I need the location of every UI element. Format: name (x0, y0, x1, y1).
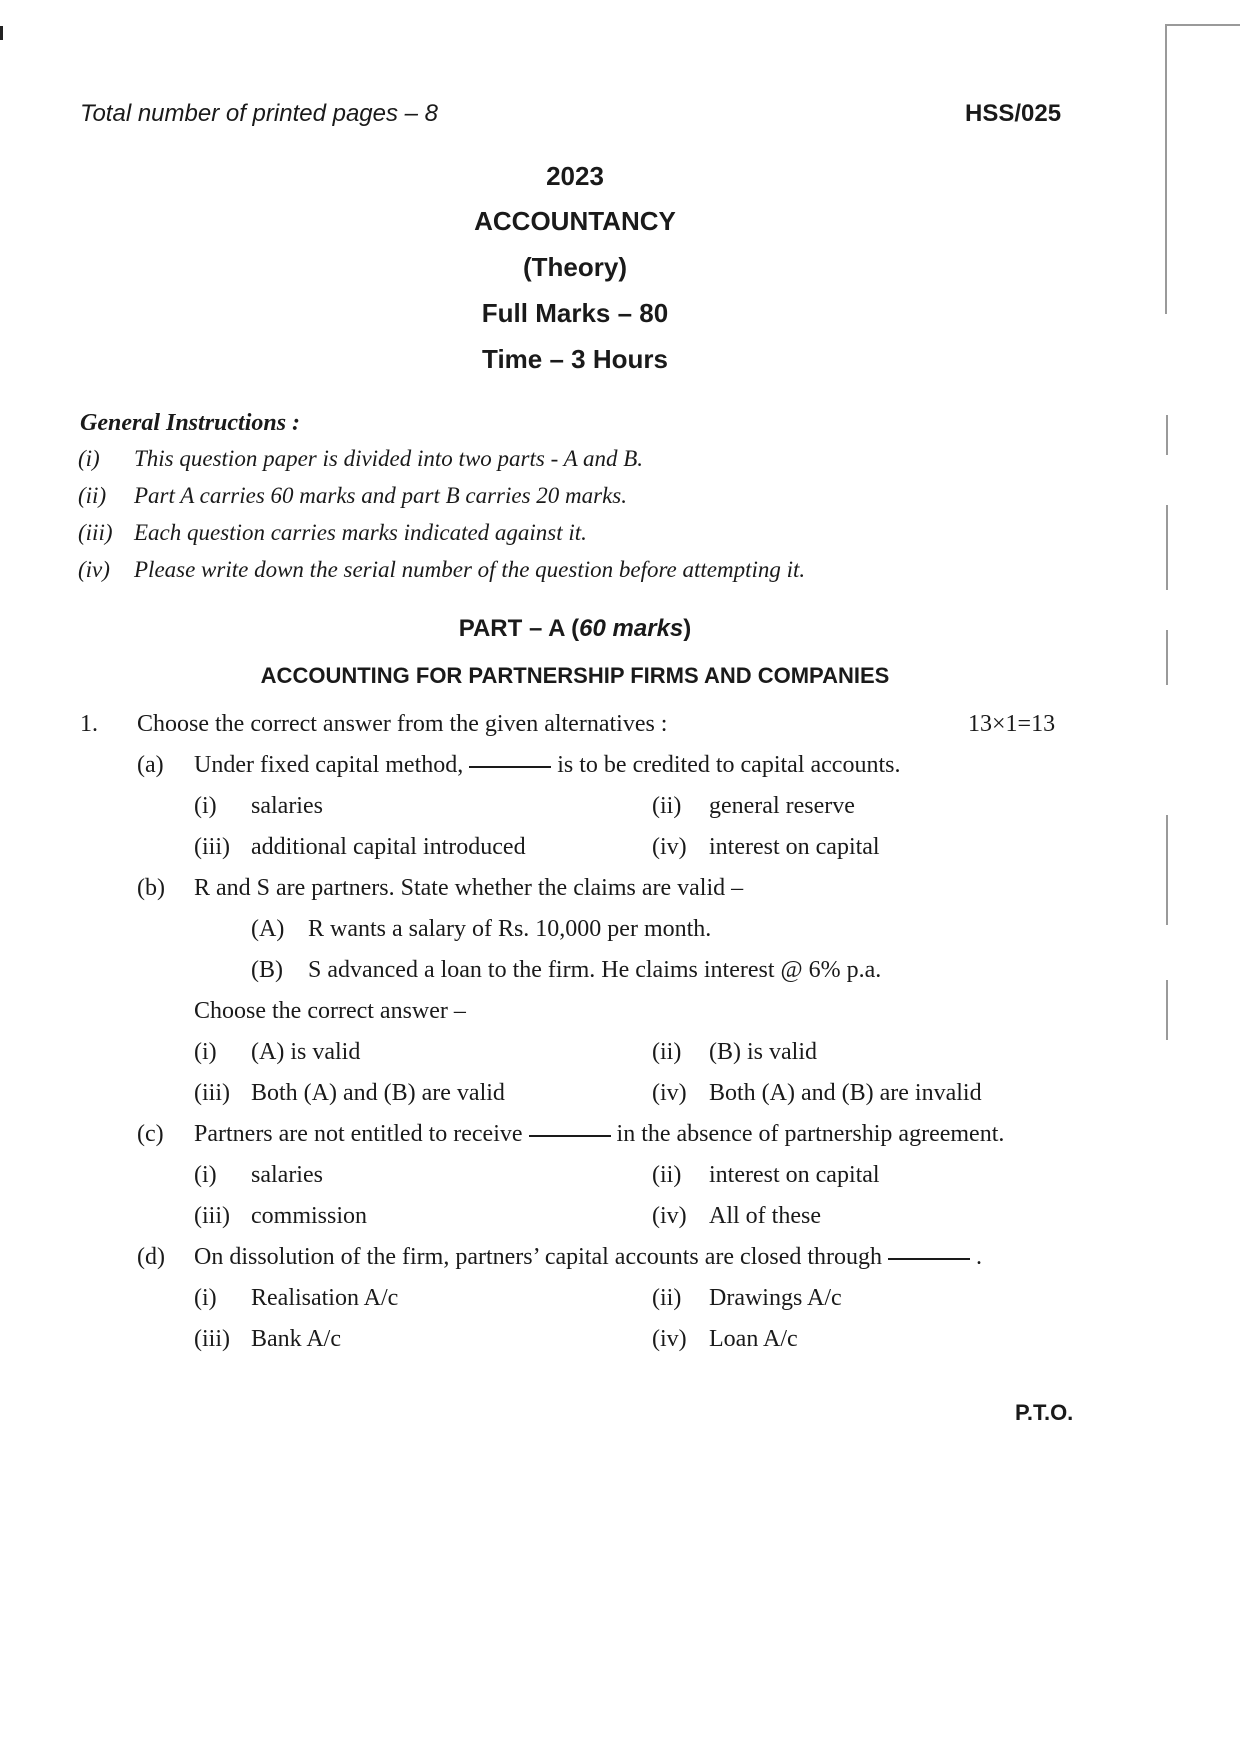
scan-edge-line (1166, 630, 1168, 685)
scan-edge-line (1165, 24, 1240, 26)
claim-label: (A) (251, 916, 285, 942)
scan-edge-line (1166, 505, 1168, 590)
scan-corner-mark (0, 26, 3, 40)
subquestion-label: (c) (137, 1121, 164, 1147)
scan-edge-line (1165, 24, 1167, 314)
subquestion-text-after: . (976, 1244, 983, 1270)
option-text: Both (A) and (B) are valid (251, 1080, 505, 1106)
paper-code: HSS/025 (965, 100, 1062, 127)
instruction-number: (iv) (78, 557, 110, 582)
part-heading (0, 615, 1150, 643)
question-text: Choose the correct answer from the given alternatives : (137, 711, 668, 737)
answer-blank (888, 1257, 970, 1260)
subquestion-text-before: On dissolution of the firm, partners’ capital accounts are closed through (194, 1244, 883, 1270)
question-marks: 13×1=13 (968, 711, 1056, 737)
option-number: (iv) (652, 1080, 687, 1106)
option-text: Drawings A/c (709, 1285, 842, 1311)
claim-text: R wants a salary of Rs. 10,000 per month. (308, 916, 712, 942)
option-number: (iii) (194, 1326, 230, 1352)
option-text: additional capital introduced (251, 834, 526, 860)
pto-note: P.T.O. (1015, 1400, 1074, 1425)
instructions-title: General Instructions : (80, 410, 301, 436)
part-marks: 60 marks (579, 615, 684, 642)
scan-edge-line (1166, 980, 1168, 1040)
option-text: Loan A/c (709, 1326, 798, 1352)
instruction-text: Part A carries 60 marks and part B carries 20 marks. (134, 483, 628, 508)
claim-text: S advanced a loan to the firm. He claims interest @ 6% p.a. (308, 957, 882, 983)
subquestion-text-after: is to be credited to capital accounts. (557, 752, 901, 778)
option-number: (iv) (652, 834, 687, 860)
subquestion-text: R and S are partners. State whether the claims are valid – (194, 875, 744, 901)
option-number: (ii) (652, 1039, 682, 1065)
option-text: Both (A) and (B) are invalid (709, 1080, 982, 1106)
option-number: (i) (194, 1039, 217, 1065)
option-number: (i) (194, 1285, 217, 1311)
part-close: ) (683, 615, 692, 642)
subquestion-text-before: Under fixed capital method, (194, 752, 464, 778)
answer-blank (529, 1134, 611, 1137)
instruction-text: Each question carries marks indicated against it. (134, 520, 587, 545)
instruction-text: This question paper is divided into two parts - A and B. (134, 446, 643, 471)
section-title: ACCOUNTING FOR PARTNERSHIP FIRMS AND COMPANIES (260, 663, 890, 688)
choose-prompt: Choose the correct answer – (194, 998, 466, 1024)
option-number: (iv) (652, 1326, 687, 1352)
subject-title: ACCOUNTANCY (474, 206, 676, 236)
question-number: 1. (80, 711, 98, 737)
scan-edge-line (1166, 815, 1168, 925)
option-number: (iii) (194, 1203, 230, 1229)
option-number: (iv) (652, 1203, 687, 1229)
option-text: Realisation A/c (251, 1285, 399, 1311)
exam-year: 2023 (546, 161, 604, 191)
subquestion-label: (b) (137, 875, 165, 901)
option-number: (iii) (194, 1080, 230, 1106)
instruction-number: (iii) (78, 520, 113, 545)
subquestion-text (194, 752, 900, 779)
subquestion-text (194, 1244, 982, 1271)
scan-edge-line (1166, 415, 1168, 455)
instruction-number: (ii) (78, 483, 107, 508)
full-marks: Full Marks – 80 (481, 298, 669, 328)
option-number: (i) (194, 793, 217, 819)
option-text: interest on capital (709, 1162, 880, 1188)
option-text: Bank A/c (251, 1326, 341, 1352)
subquestion-text (194, 1121, 1004, 1148)
option-text: general reserve (709, 793, 855, 819)
time-allowed: Time – 3 Hours (482, 344, 668, 374)
option-text: commission (251, 1203, 368, 1229)
option-number: (i) (194, 1162, 217, 1188)
printed-pages-note: Total number of printed pages – 8 (80, 100, 439, 127)
option-text: interest on capital (709, 834, 880, 860)
answer-blank (469, 765, 551, 768)
paper-type: (Theory) (523, 252, 627, 282)
option-text: salaries (251, 1162, 323, 1188)
instruction-number: (i) (78, 446, 100, 471)
part-label: PART – A ( (458, 615, 580, 642)
option-number: (ii) (652, 793, 682, 819)
option-number: (ii) (652, 1162, 682, 1188)
option-text: (A) is valid (251, 1039, 361, 1065)
subquestion-text-after: in the absence of partnership agreement. (616, 1121, 1005, 1147)
option-text: (B) is valid (709, 1039, 817, 1065)
option-text: salaries (251, 793, 323, 819)
subquestion-label: (a) (137, 752, 164, 778)
subquestion-text-before: Partners are not entitled to receive (194, 1121, 523, 1147)
claim-label: (B) (251, 957, 283, 983)
instruction-text: Please write down the serial number of the question before attempting it. (134, 557, 806, 582)
option-number: (ii) (652, 1285, 682, 1311)
option-number: (iii) (194, 834, 230, 860)
subquestion-label: (d) (137, 1244, 165, 1270)
option-text: All of these (709, 1203, 821, 1229)
